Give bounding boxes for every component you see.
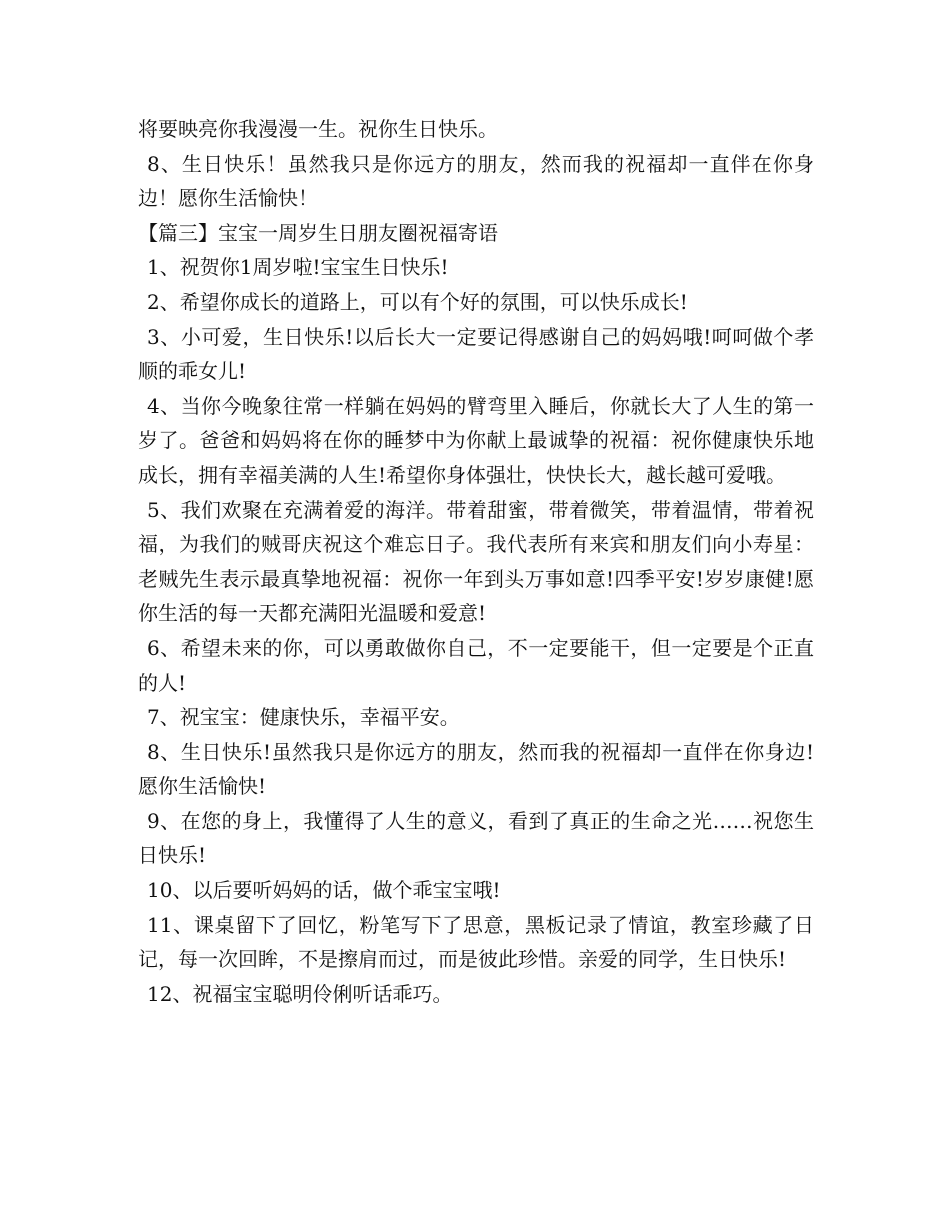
paragraph-item-8: 8、生日快乐!虽然我只是你远方的朋友，然而我的祝福却一直伴在你身边!愿你生活愉快! (138, 739, 814, 799)
paragraph-item-3: 3、小可爱，生日快乐!以后长大一定要记得感谢自己的妈妈哦!呵呵做个孝顺的乖女儿! (138, 324, 814, 384)
paragraph-item-11: 11、课桌留下了回忆，粉笔写下了思意，黑板记录了情谊，教室珍藏了日记，每一次回眸，不是擦肩而过，而是彼此珍惜。亲爱的同学，生日快乐! (138, 912, 814, 972)
paragraph-item-2: 2、希望你成长的道路上，可以有个好的氛围，可以快乐成长! (147, 289, 688, 314)
paragraph-item-1: 1、祝贺你1周岁啦!宝宝生日快乐! (147, 255, 449, 280)
paragraph-item-6: 6、希望未来的你，可以勇敢做你自己，不一定要能干，但一定要是个正直的人! (138, 635, 814, 695)
paragraph-item-4: 4、当你今晚象往常一样躺在妈妈的臂弯里入睡后，你就长大了人生的第一岁了。爸爸和妈妈将在你的睡梦中为你献上最诚挚的祝福：祝你健康快乐地成长，拥有幸福美满的人生!希望你身体强壮，快快长大，越长越可爱哦。 (138, 393, 814, 487)
paragraph-item-7: 7、祝宝宝：健康快乐，幸福平安。 (147, 705, 460, 730)
document-body (138, 112, 814, 1011)
section-heading: 【篇三】宝宝一周岁生日朋友圈祝福寄语 (138, 220, 498, 245)
paragraph-item-12: 12、祝福宝宝聪明伶俐听话乖巧。 (147, 981, 453, 1006)
paragraph-item-5: 5、我们欢聚在充满着爱的海洋。带着甜蜜，带着微笑，带着温情，带着祝福，为我们的贼哥庆祝这个难忘日子。我代表所有来宾和朋友们向小寿星：老贼先生表示最真挚地祝福：祝你一年到头万事如意!四季平安!岁岁康健!愿你生活的每一天都充满阳光温暖和爱意! (138, 497, 814, 626)
paragraph-item-8-prev-section: 8、生日快乐！虽然我只是你远方的朋友，然而我的祝福却一直伴在你身边！愿你生活愉快！ (138, 151, 814, 211)
paragraph-continuation: 将要映亮你我漫漫一生。祝你生日快乐。 (138, 117, 498, 141)
paragraph-item-9: 9、在您的身上，我懂得了人生的意义，看到了真正的生命之光……祝您生日快乐! (138, 808, 814, 868)
paragraph-item-10: 10、以后要听妈妈的话，做个乖宝宝哦! (147, 878, 501, 903)
